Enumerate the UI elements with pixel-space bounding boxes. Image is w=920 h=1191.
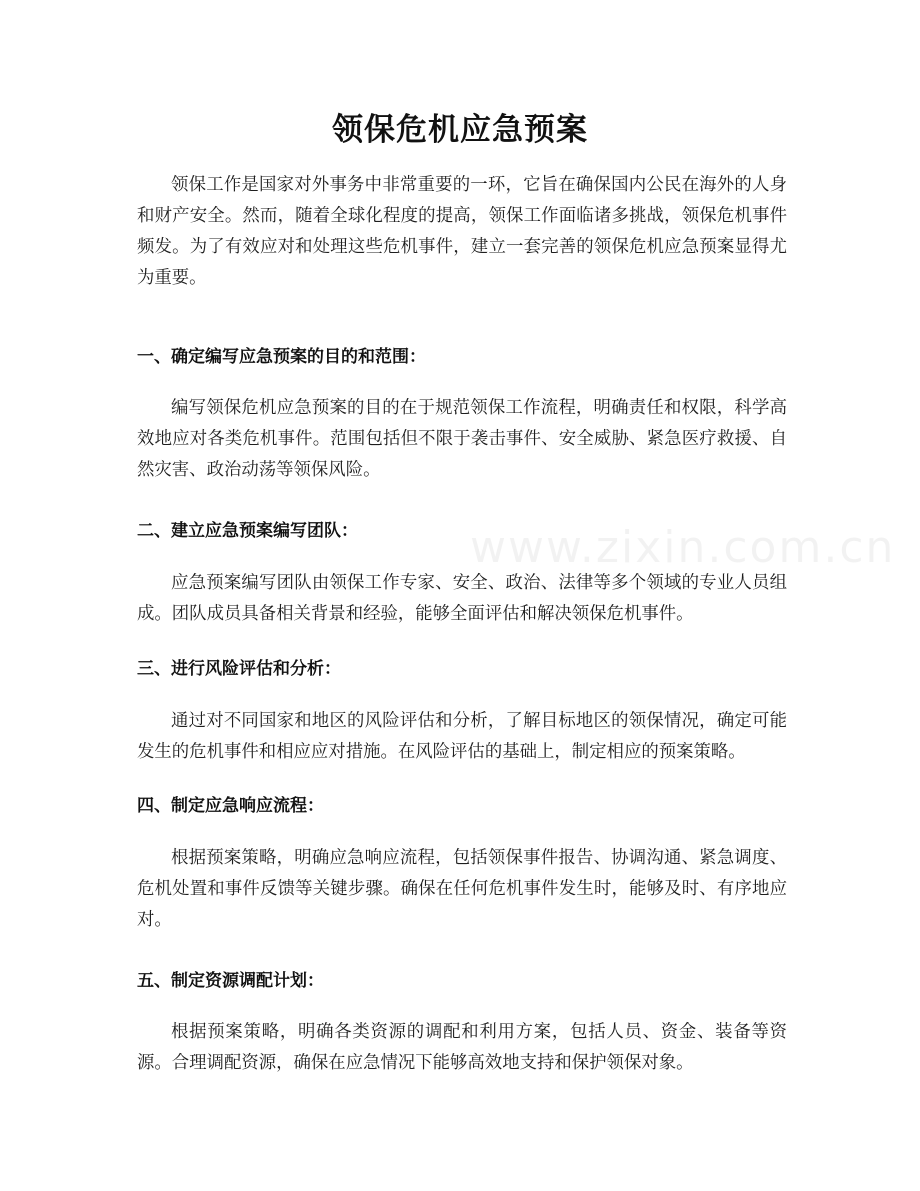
section-1-heading: 一、确定编写应急预案的目的和范围： bbox=[137, 347, 426, 367]
section-5-heading: 五、制定资源调配计划： bbox=[137, 971, 324, 991]
section-1-body: 编写领保危机应急预案的目的在于规范领保工作流程，明确责任和权限，科学高效地应对各类危机事件。范围包括但不限于袭击事件、安全威胁、紧急医疗救援、自然灾害、政治动荡等领保风险。 bbox=[137, 398, 787, 480]
section-2-body: 应急预案编写团队由领保工作专家、安全、政治、法律等多个领域的专业人员组成。团队成员具备相关背景和经验，能够全面评估和解决领保危机事件。 bbox=[137, 573, 787, 624]
section-4-body: 根据预案策略，明确应急响应流程，包括领保事件报告、协调沟通、紧急调度、危机处置和事件反馈等关键步骤。确保在任何危机事件发生时，能够及时、有序地应对。 bbox=[137, 848, 787, 930]
section-3-heading: 三、进行风险评估和分析： bbox=[137, 659, 341, 679]
section-3-body: 通过对不同国家和地区的风险评估和分析，了解目标地区的领保情况，确定可能发生的危机事件和相应应对措施。在风险评估的基础上，制定相应的预案策略。 bbox=[137, 711, 787, 762]
watermark: www.zixin.com.cn bbox=[470, 522, 896, 573]
intro-paragraph: 领保工作是国家对外事务中非常重要的一环，它旨在确保国内公民在海外的人身和财产安全。然而，随着全球化程度的提高，领保工作面临诸多挑战，领保危机事件频发。为了有效应对和处理这些危机事件，建立一套完善的领保危机应急预案显得尤为重要。 bbox=[137, 175, 787, 288]
section-4-heading: 四、制定应急响应流程： bbox=[137, 796, 324, 816]
document-title: 领保危机应急预案 bbox=[332, 112, 588, 148]
section-2-heading: 二、建立应急预案编写团队： bbox=[137, 521, 358, 541]
section-5-body: 根据预案策略，明确各类资源的调配和利用方案，包括人员、资金、装备等资源。合理调配资源，确保在应急情况下能够高效地支持和保护领保对象。 bbox=[137, 1022, 787, 1073]
